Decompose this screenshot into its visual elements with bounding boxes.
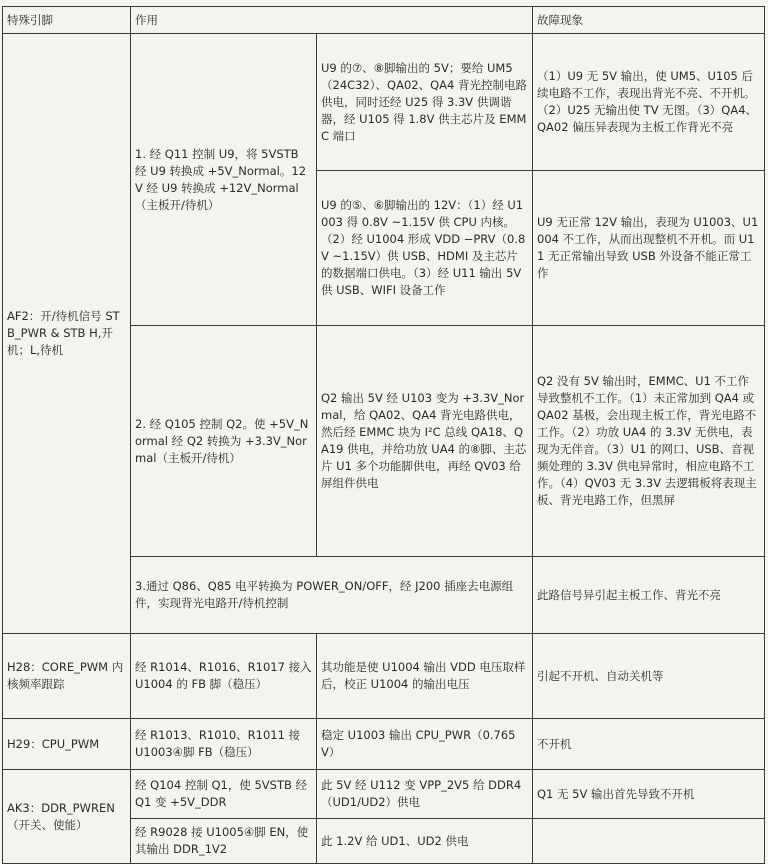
ak3-function-a: 经 Q104 控制 Q1，使 5VSTB 经 Q1 变 +5V_DDR [131,770,317,819]
af2-fault-1b: U9 无正常 12V 输出，表现为 U1003、U1004 不工作，从而出现整机不开机。而 U11 无正常输出导致 USB 外设备不能正常工作 [533,171,765,326]
af2-function-1: 1. 经 Q11 控制 U9，将 5VSTB 经 U9 转换成 +5V_Normal。12V 经 U9 转换成 +12V_Normal（主板开/待机） [131,34,317,326]
af2-pin-cell: AF2：开/待机信号 STB_PWR & STB H,开机；L,待机 [3,34,131,634]
h29-pin-cell: H29：CPU_PWM [3,719,131,770]
af2-detail-1a: U9 的⑦、⑧脚输出的 5V；要给 UM5（24C32）、QA02、QA4 背光控制电路供电，同时还经 U25 得 3.3V 供调谐器，经 U105 得 1.8V 供主芯片及 EMMC 端口 [317,34,533,171]
table-row [3,634,765,719]
header-fault: 故障现象 [533,7,765,34]
ak3-function-b: 经 R9028 接 U1005④脚 EN，使其输出 DDR_1V2 [131,819,317,864]
ak3-fault-a: Q1 无 5V 输出首先导致不开机 [533,770,765,819]
h28-function: 经 R1014、R1016、R1017 接入 U1004 的 FB 脚（稳压） [131,634,317,719]
ak3-detail-b: 此 1.2V 给 UD1、UD2 供电 [317,819,533,864]
h29-fault: 不开机 [533,719,765,770]
af2-detail-1b: U9 的⑤、⑥脚输出的 12V：（1）经 U1003 得 0.8V ~1.15V 供 CPU 内核。（2）经 U1004 形成 VDD −PRV（0.8V ~1.15V）供 USB、HDMI 及主芯片的数据端口供电。（3）经 U11 输出 5V 供 USB、WIFI 设备工作 [317,171,533,326]
header-pin: 特殊引脚 [3,7,131,34]
ak3-pin-cell: AK3：DDR_PWREN（开关、使能） [3,770,131,864]
h29-function: 经 R1013、R1010、R1011 接 U1003④脚 FB（稳压） [131,719,317,770]
af2-fault-1a: （1）U9 无 5V 输出，使 UM5、U105 后续电路不工作，表现出背光不亮、不开机。（2）U25 无输出使 TV 无图。（3）QA4、QA02 偏压异表现为主板工作背光不亮 [533,34,765,171]
h28-fault: 引起不开机、自动关机等 [533,634,765,719]
h29-detail: 稳定 U1003 输出 CPU_PWR（0.765V） [317,719,533,770]
af2-function-2: 2. 经 Q105 控制 Q2。使 +5V_Normal 经 Q2 转换为 +3.3V_Normal（主板开/待机） [131,326,317,557]
pin-function-table [2,6,765,864]
ak3-detail-a: 此 5V 经 U112 变 VPP_2V5 给 DDR4（UD1/UD2）供电 [317,770,533,819]
af2-detail-2: Q2 输出 5V 经 U103 变为 +3.3V_Normal，给 QA02、QA4 背光电路供电，然后经 EMMC 块为 I²C 总线 QA18、QA19 供电，并给功放 UA4 的⑧脚、主芯片 U1 多个功能脚供电，再经 QV03 给屏组件供电 [317,326,533,557]
af2-fault-2: Q2 没有 5V 输出时，EMMC、U1 不工作导致整机不工作。（1）未正常加到 QA4 或 QA02 基极，会出现主板工作，背光电路不工作。（2）功放 UA4 的 3.3V 无供电，表现为无伴音。（3）U1 的网口、USB、音视频处理的 3.3V 供电异常时，相应电路不工作。（4）QV03 无 3.3V 去逻辑板将表现主板、背光电路工作，但黑屏 [533,326,765,557]
h28-pin-cell: H28：CORE_PWM 内核频率跟踪 [3,634,131,719]
af2-function-3: 3.通过 Q86、Q85 电平转换为 POWER_ON/OFF，经 J200 插座去电源组件，实现背光电路开/待机控制 [131,557,533,634]
h28-detail: 其功能是使 U1004 输出 VDD 电压取样后，校正 U1004 的输出电压 [317,634,533,719]
ak3-fault-b [533,819,765,864]
table-row [3,34,765,171]
table-row [3,770,765,819]
table-header-row [3,7,765,34]
af2-fault-3: 此路信号异引起主板工作、背光不亮 [533,557,765,634]
table-row [3,719,765,770]
header-function: 作用 [131,7,533,34]
